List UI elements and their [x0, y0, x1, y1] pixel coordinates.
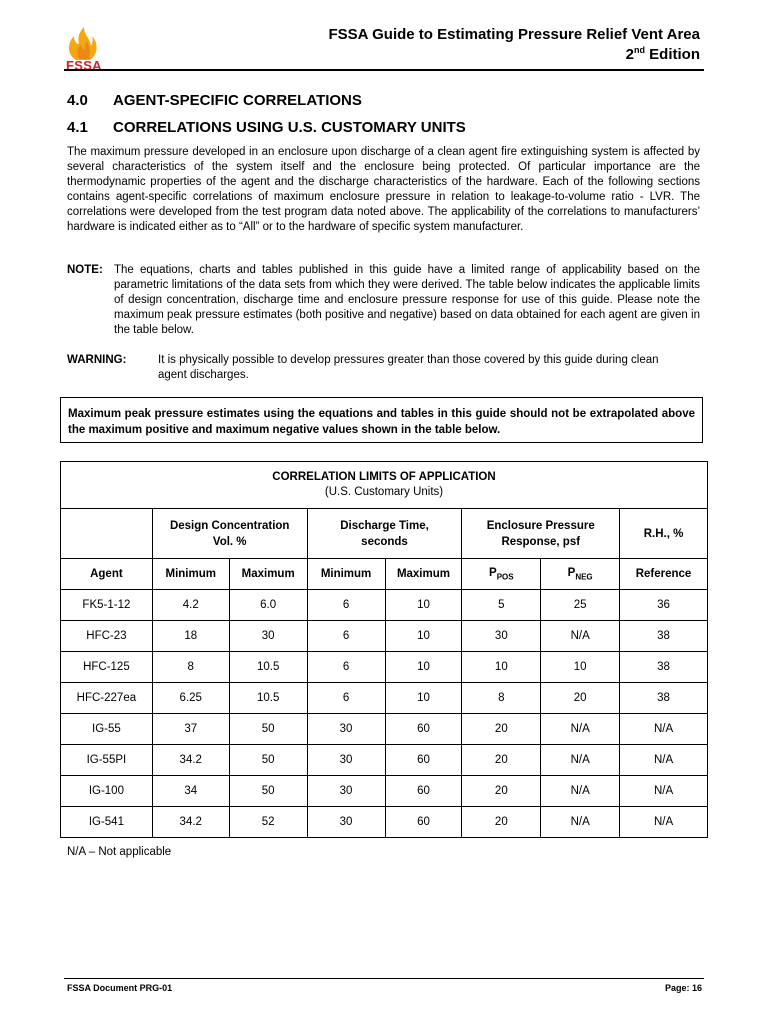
- value-cell: N/A: [541, 714, 620, 745]
- value-cell: 34.2: [152, 807, 229, 838]
- value-cell: 37: [152, 714, 229, 745]
- col-header-time-max: Maximum: [385, 559, 462, 590]
- value-cell: 4.2: [152, 590, 229, 621]
- value-cell: N/A: [541, 776, 620, 807]
- footer-rule: [64, 978, 704, 979]
- value-cell: 5: [462, 590, 541, 621]
- table-row: [61, 590, 708, 621]
- agent-cell: FK5-1-12: [61, 590, 153, 621]
- col-header-conc-min: Minimum: [152, 559, 229, 590]
- value-cell: 50: [229, 745, 307, 776]
- col-header-p-neg: $P_{NEG}$: [541, 559, 620, 590]
- value-cell: 38: [620, 621, 708, 652]
- subsection-heading: [67, 119, 466, 136]
- table-row: [61, 776, 708, 807]
- value-cell: 60: [385, 776, 462, 807]
- group-header-row: [61, 509, 708, 559]
- value-cell: 20: [541, 683, 620, 714]
- value-cell: 10: [385, 652, 462, 683]
- col-header-rh-reference: Reference: [620, 559, 708, 590]
- table-footnote: N/A – Not applicable: [67, 846, 172, 858]
- logo-wordmark: FSSA: [66, 58, 102, 73]
- value-cell: 50: [229, 776, 307, 807]
- table-row: [61, 807, 708, 838]
- value-cell: N/A: [620, 714, 708, 745]
- value-cell: 6.0: [229, 590, 307, 621]
- value-cell: 60: [385, 807, 462, 838]
- value-cell: 30: [307, 776, 385, 807]
- value-cell: 10: [541, 652, 620, 683]
- value-cell: 38: [620, 652, 708, 683]
- table-title: CORRELATION LIMITS OF APPLICATION: [272, 471, 496, 483]
- warning-label: WARNING:: [67, 354, 127, 366]
- note-block: [67, 263, 700, 338]
- column-header-row: [61, 559, 708, 590]
- table-row: [61, 621, 708, 652]
- agent-cell: IG-100: [61, 776, 153, 807]
- value-cell: 36: [620, 590, 708, 621]
- value-cell: 18: [152, 621, 229, 652]
- agent-cell: HFC-23: [61, 621, 153, 652]
- note-text: The equations, charts and tables published in this guide have a limited range of applicability based on the parametric limitations of the data sets from which they were derived. The table below indicates the applicable limits of design concentration, discharge time and enclosure pressure response for use of this guide. Please note the maximum peak pressure estimates (both positive and negative) based on data obtained for each agent are given in the table below.: [114, 264, 700, 337]
- group-header-rh: R.H., %: [620, 509, 708, 559]
- value-cell: N/A: [541, 621, 620, 652]
- value-cell: N/A: [620, 807, 708, 838]
- group-header-concentration: Design Concentration Vol. %: [152, 509, 307, 559]
- value-cell: 20: [462, 714, 541, 745]
- value-cell: 20: [462, 745, 541, 776]
- document-header: [329, 25, 701, 65]
- value-cell: N/A: [620, 745, 708, 776]
- table-subtitle: (U.S. Customary Units): [324, 486, 444, 498]
- section-number: 4.1: [67, 119, 88, 136]
- value-cell: 6.25: [152, 683, 229, 714]
- table-row: [61, 745, 708, 776]
- value-cell: 10.5: [229, 652, 307, 683]
- value-cell: 10: [385, 683, 462, 714]
- header-rule: [64, 69, 704, 71]
- value-cell: 8: [462, 683, 541, 714]
- value-cell: N/A: [620, 776, 708, 807]
- intro-paragraph: The maximum pressure developed in an enclosure upon discharge of a clean agent fire extinguishing system is affected by several characteristics of the system itself and the enclosure being protected. Of particular importance are the thermodynamic properties of the agent and the discharge characteristics of the hardware. Each of the following sections contains agent-specific correlations of maximum enclosure pressure in relation to leakage-to-volume ratio - LVR. The correlations were developed from the test program data noted above. The applicability of the correlations to manufacturers’ hardware is indicated either as to “All” or to the hardware of specific system manufacturer.: [67, 146, 700, 234]
- col-header-conc-max: Maximum: [229, 559, 307, 590]
- correlation-limits-table: [60, 461, 708, 838]
- value-cell: 30: [462, 621, 541, 652]
- table-row: [61, 652, 708, 683]
- value-cell: 10.5: [229, 683, 307, 714]
- col-header-p-pos: $P_{POS}$: [462, 559, 541, 590]
- edition-line: 2nd Edition: [625, 45, 700, 63]
- value-cell: 6: [307, 590, 385, 621]
- group-header-pressure: Enclosure Pressure Response, psf: [462, 509, 620, 559]
- agent-cell: HFC-227ea: [61, 683, 153, 714]
- value-cell: 38: [620, 683, 708, 714]
- value-cell: 8: [152, 652, 229, 683]
- value-cell: 20: [462, 807, 541, 838]
- value-cell: 10: [385, 590, 462, 621]
- boxed-notice: Maximum peak pressure estimates using the equations and tables in this guide should not be extrapolated above the maximum positive and maximum negative values shown in the table below.: [60, 397, 703, 443]
- agent-cell: IG-541: [61, 807, 153, 838]
- section-title: AGENT-SPECIFIC CORRELATIONS: [113, 92, 362, 109]
- value-cell: 30: [307, 807, 385, 838]
- value-cell: 34.2: [152, 745, 229, 776]
- value-cell: 6: [307, 621, 385, 652]
- document-title: FSSA Guide to Estimating Pressure Relief Vent Area: [328, 26, 700, 43]
- agent-cell: IG-55PI: [61, 745, 153, 776]
- value-cell: 30: [307, 714, 385, 745]
- col-header-agent: Agent: [61, 559, 153, 590]
- value-cell: 10: [462, 652, 541, 683]
- section-heading: [67, 92, 362, 109]
- warning-text: It is physically possible to develop pressures greater than those covered by this guide during clean agent discharges.: [158, 354, 659, 382]
- footer-document-id: FSSA Document PRG-01: [67, 983, 173, 993]
- value-cell: N/A: [541, 745, 620, 776]
- footer-page-number: Page: 16: [664, 983, 702, 993]
- table-row: [61, 683, 708, 714]
- group-header-discharge-time: Discharge Time, seconds: [307, 509, 462, 559]
- value-cell: 30: [229, 621, 307, 652]
- value-cell: 20: [462, 776, 541, 807]
- table-caption-row: [61, 462, 708, 509]
- value-cell: N/A: [541, 807, 620, 838]
- section-number: 4.0: [67, 92, 88, 109]
- table-row: [61, 714, 708, 745]
- value-cell: 34: [152, 776, 229, 807]
- agent-cell: HFC-125: [61, 652, 153, 683]
- value-cell: 30: [307, 745, 385, 776]
- table-caption: [61, 462, 708, 509]
- value-cell: 60: [385, 745, 462, 776]
- value-cell: 25: [541, 590, 620, 621]
- value-cell: 10: [385, 621, 462, 652]
- value-cell: 6: [307, 652, 385, 683]
- value-cell: 52: [229, 807, 307, 838]
- warning-block: [67, 353, 700, 383]
- agent-cell: IG-55: [61, 714, 153, 745]
- value-cell: 6: [307, 683, 385, 714]
- value-cell: 60: [385, 714, 462, 745]
- value-cell: 50: [229, 714, 307, 745]
- blank-header-cell: [61, 509, 153, 559]
- section-title: CORRELATIONS USING U.S. CUSTOMARY UNITS: [113, 119, 466, 136]
- col-header-time-min: Minimum: [307, 559, 385, 590]
- note-label: NOTE:: [67, 264, 103, 276]
